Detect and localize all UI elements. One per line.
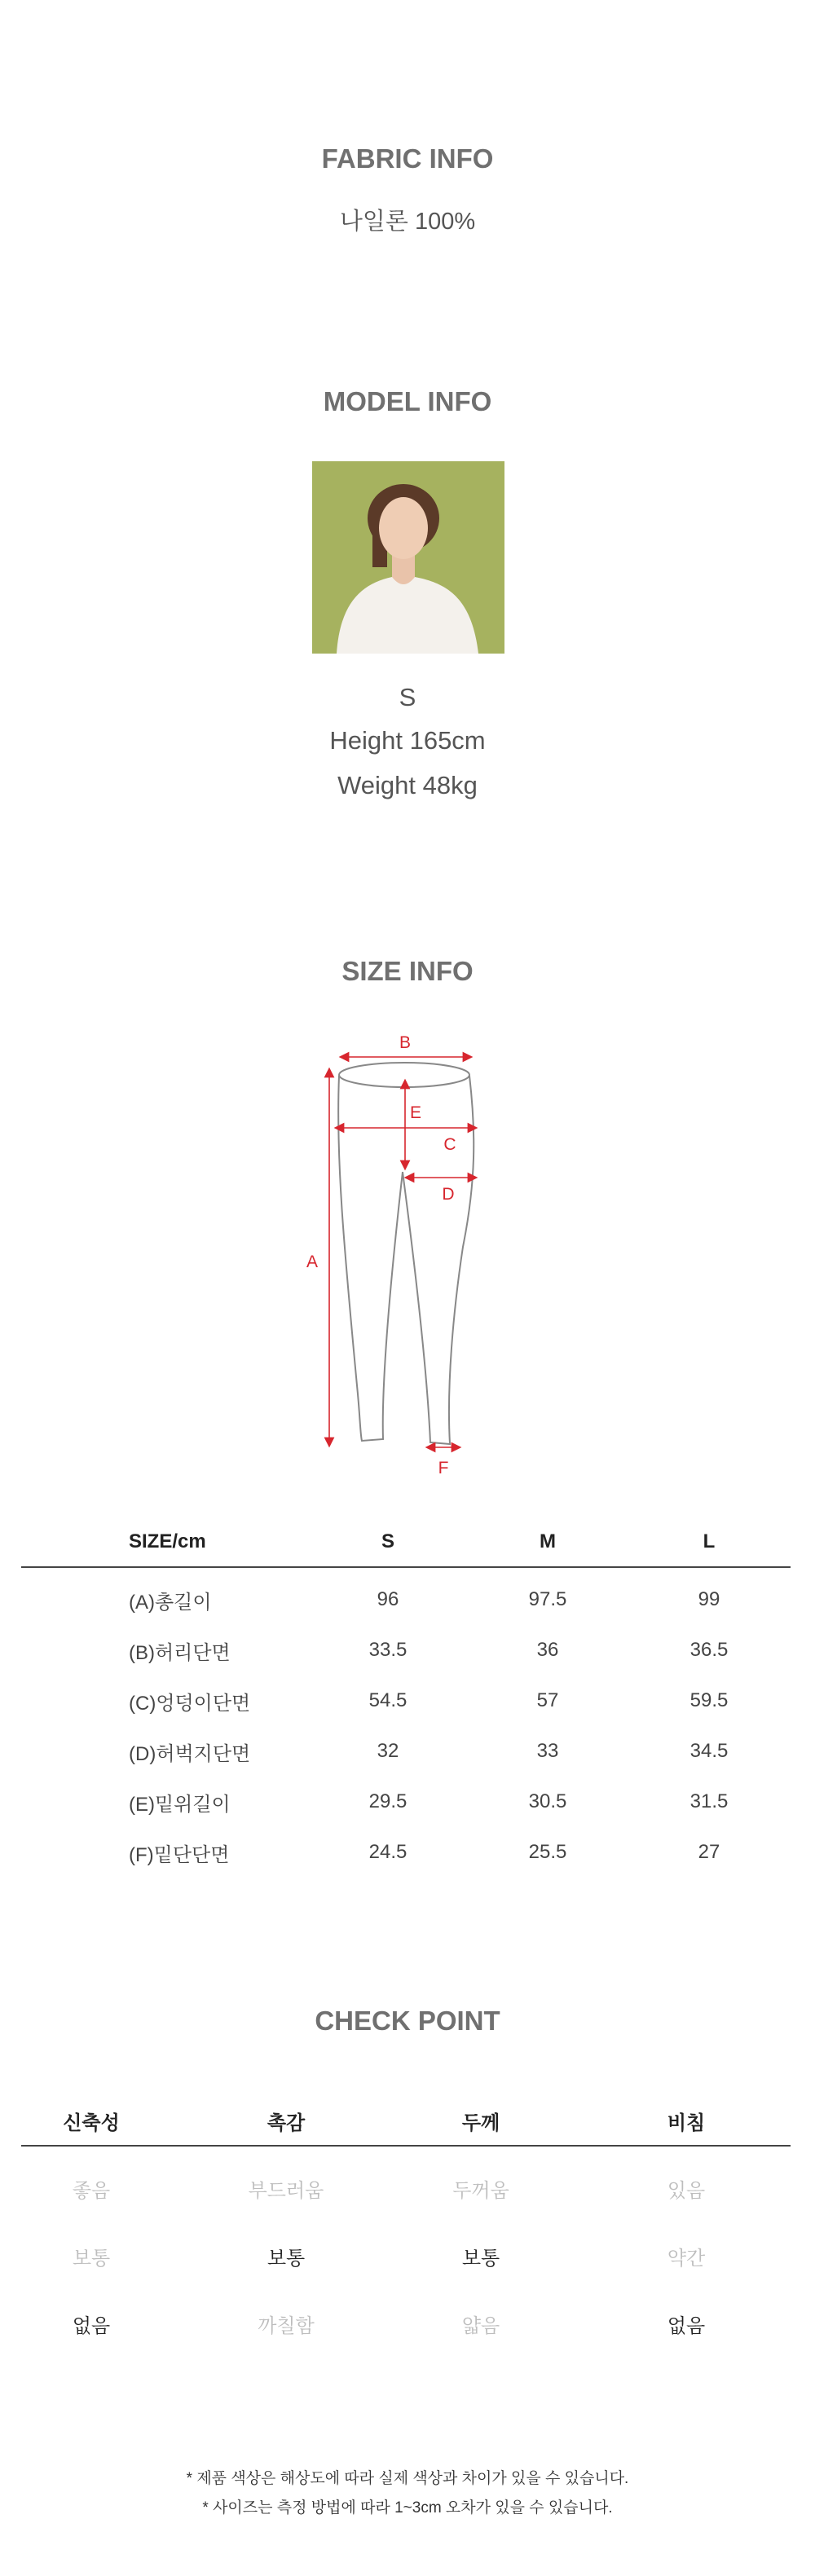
footnote-color: * 제품 색상은 해상도에 따라 실제 색상과 차이가 있을 수 있습니다. (186, 2470, 629, 2487)
size-row-label: (D)허벅지단면 (129, 1742, 251, 1765)
size-header-cell: L (703, 1530, 716, 1552)
size-cell: 25.5 (528, 1841, 567, 1863)
size-row-label: (C)엉덩이단면 (129, 1692, 251, 1715)
size-header-cell: SIZE/cm (129, 1530, 206, 1552)
size-table (21, 1517, 791, 1878)
check-header-sheerness: 비침 (667, 2111, 706, 2134)
diagram-label-e: E (409, 1103, 422, 1122)
size-cell: 32 (377, 1740, 399, 1762)
check-header-stretch: 신축성 (63, 2111, 120, 2134)
size-cell: 33.5 (368, 1639, 408, 1661)
table-row (21, 2290, 791, 2358)
size-cell: 36.5 (689, 1639, 729, 1661)
model-photo-illustration (312, 461, 504, 654)
size-cell: 27 (698, 1841, 720, 1863)
check-point-table (21, 2096, 791, 2358)
check-header-texture: 촉감 (267, 2111, 306, 2134)
diagram-label-b: B (399, 1033, 412, 1052)
size-header-cell: M (540, 1530, 556, 1552)
check-point-title: CHECK POINT (315, 2006, 500, 2036)
size-header-cell: S (381, 1530, 394, 1552)
size-cell: 31.5 (689, 1790, 729, 1812)
diagram-label-c: C (443, 1135, 456, 1154)
table-row (21, 1625, 791, 1676)
table-row (21, 1676, 791, 1726)
check-header-thickness: 두께 (461, 2111, 500, 2134)
size-row-label: (A)총길이 (129, 1591, 212, 1614)
check-option: 보통 (72, 2248, 111, 2270)
table-row (21, 1574, 791, 1625)
check-option: 좋음 (72, 2180, 111, 2202)
model-size: S (399, 683, 416, 711)
diagram-label-a: A (306, 1253, 319, 1271)
size-row-label: (F)밑단단면 (129, 1843, 230, 1866)
diagram-label-f: F (438, 1459, 449, 1477)
fabric-info-title: FABRIC INFO (321, 143, 494, 174)
size-row-label: (B)허리단면 (129, 1641, 231, 1664)
table-row (21, 2222, 791, 2290)
size-cell: 36 (536, 1639, 559, 1661)
check-option: 부드러움 (248, 2180, 324, 2202)
size-row-label: (E)밑위길이 (129, 1793, 231, 1816)
check-option: 약간 (667, 2248, 706, 2270)
size-cell: 59.5 (689, 1689, 729, 1711)
check-option: 얇음 (461, 2315, 500, 2337)
leggings-measurement-diagram (293, 1027, 505, 1477)
size-cell: 34.5 (689, 1740, 729, 1762)
size-cell: 30.5 (528, 1790, 567, 1812)
size-cell: 24.5 (368, 1841, 408, 1863)
check-option-selected: 없음 (72, 2315, 111, 2337)
size-cell: 99 (698, 1588, 720, 1610)
size-info-title: SIZE INFO (341, 956, 474, 986)
check-option: 있음 (667, 2180, 706, 2202)
model-avatar (312, 461, 504, 654)
size-table-header (21, 1517, 791, 1567)
table-row (21, 1827, 791, 1878)
check-option: 까칠함 (258, 2315, 315, 2337)
size-cell: 97.5 (528, 1588, 567, 1610)
diagram-label-d: D (442, 1185, 455, 1204)
size-cell: 33 (536, 1740, 559, 1762)
fabric-composition: 나일론 100% (339, 209, 476, 235)
model-info-title: MODEL INFO (323, 386, 492, 416)
footnotes (0, 2464, 815, 2523)
check-option-selected: 없음 (667, 2315, 706, 2337)
size-cell: 57 (536, 1689, 559, 1711)
check-option-selected: 보통 (267, 2248, 306, 2270)
size-cell: 54.5 (368, 1689, 408, 1711)
size-cell: 96 (377, 1588, 399, 1610)
check-table-header (21, 2096, 791, 2146)
table-row (21, 1777, 791, 1827)
table-row (21, 1726, 791, 1777)
check-option: 두꺼움 (452, 2180, 509, 2202)
model-weight: Weight 48kg (337, 771, 478, 799)
table-row (21, 2155, 791, 2222)
size-cell: 29.5 (368, 1790, 408, 1812)
check-option-selected: 보통 (461, 2248, 500, 2270)
footnote-size: * 사이즈는 측정 방법에 따라 1~3cm 오차가 있을 수 있습니다. (202, 2499, 613, 2517)
model-height: Height 165cm (329, 726, 486, 755)
